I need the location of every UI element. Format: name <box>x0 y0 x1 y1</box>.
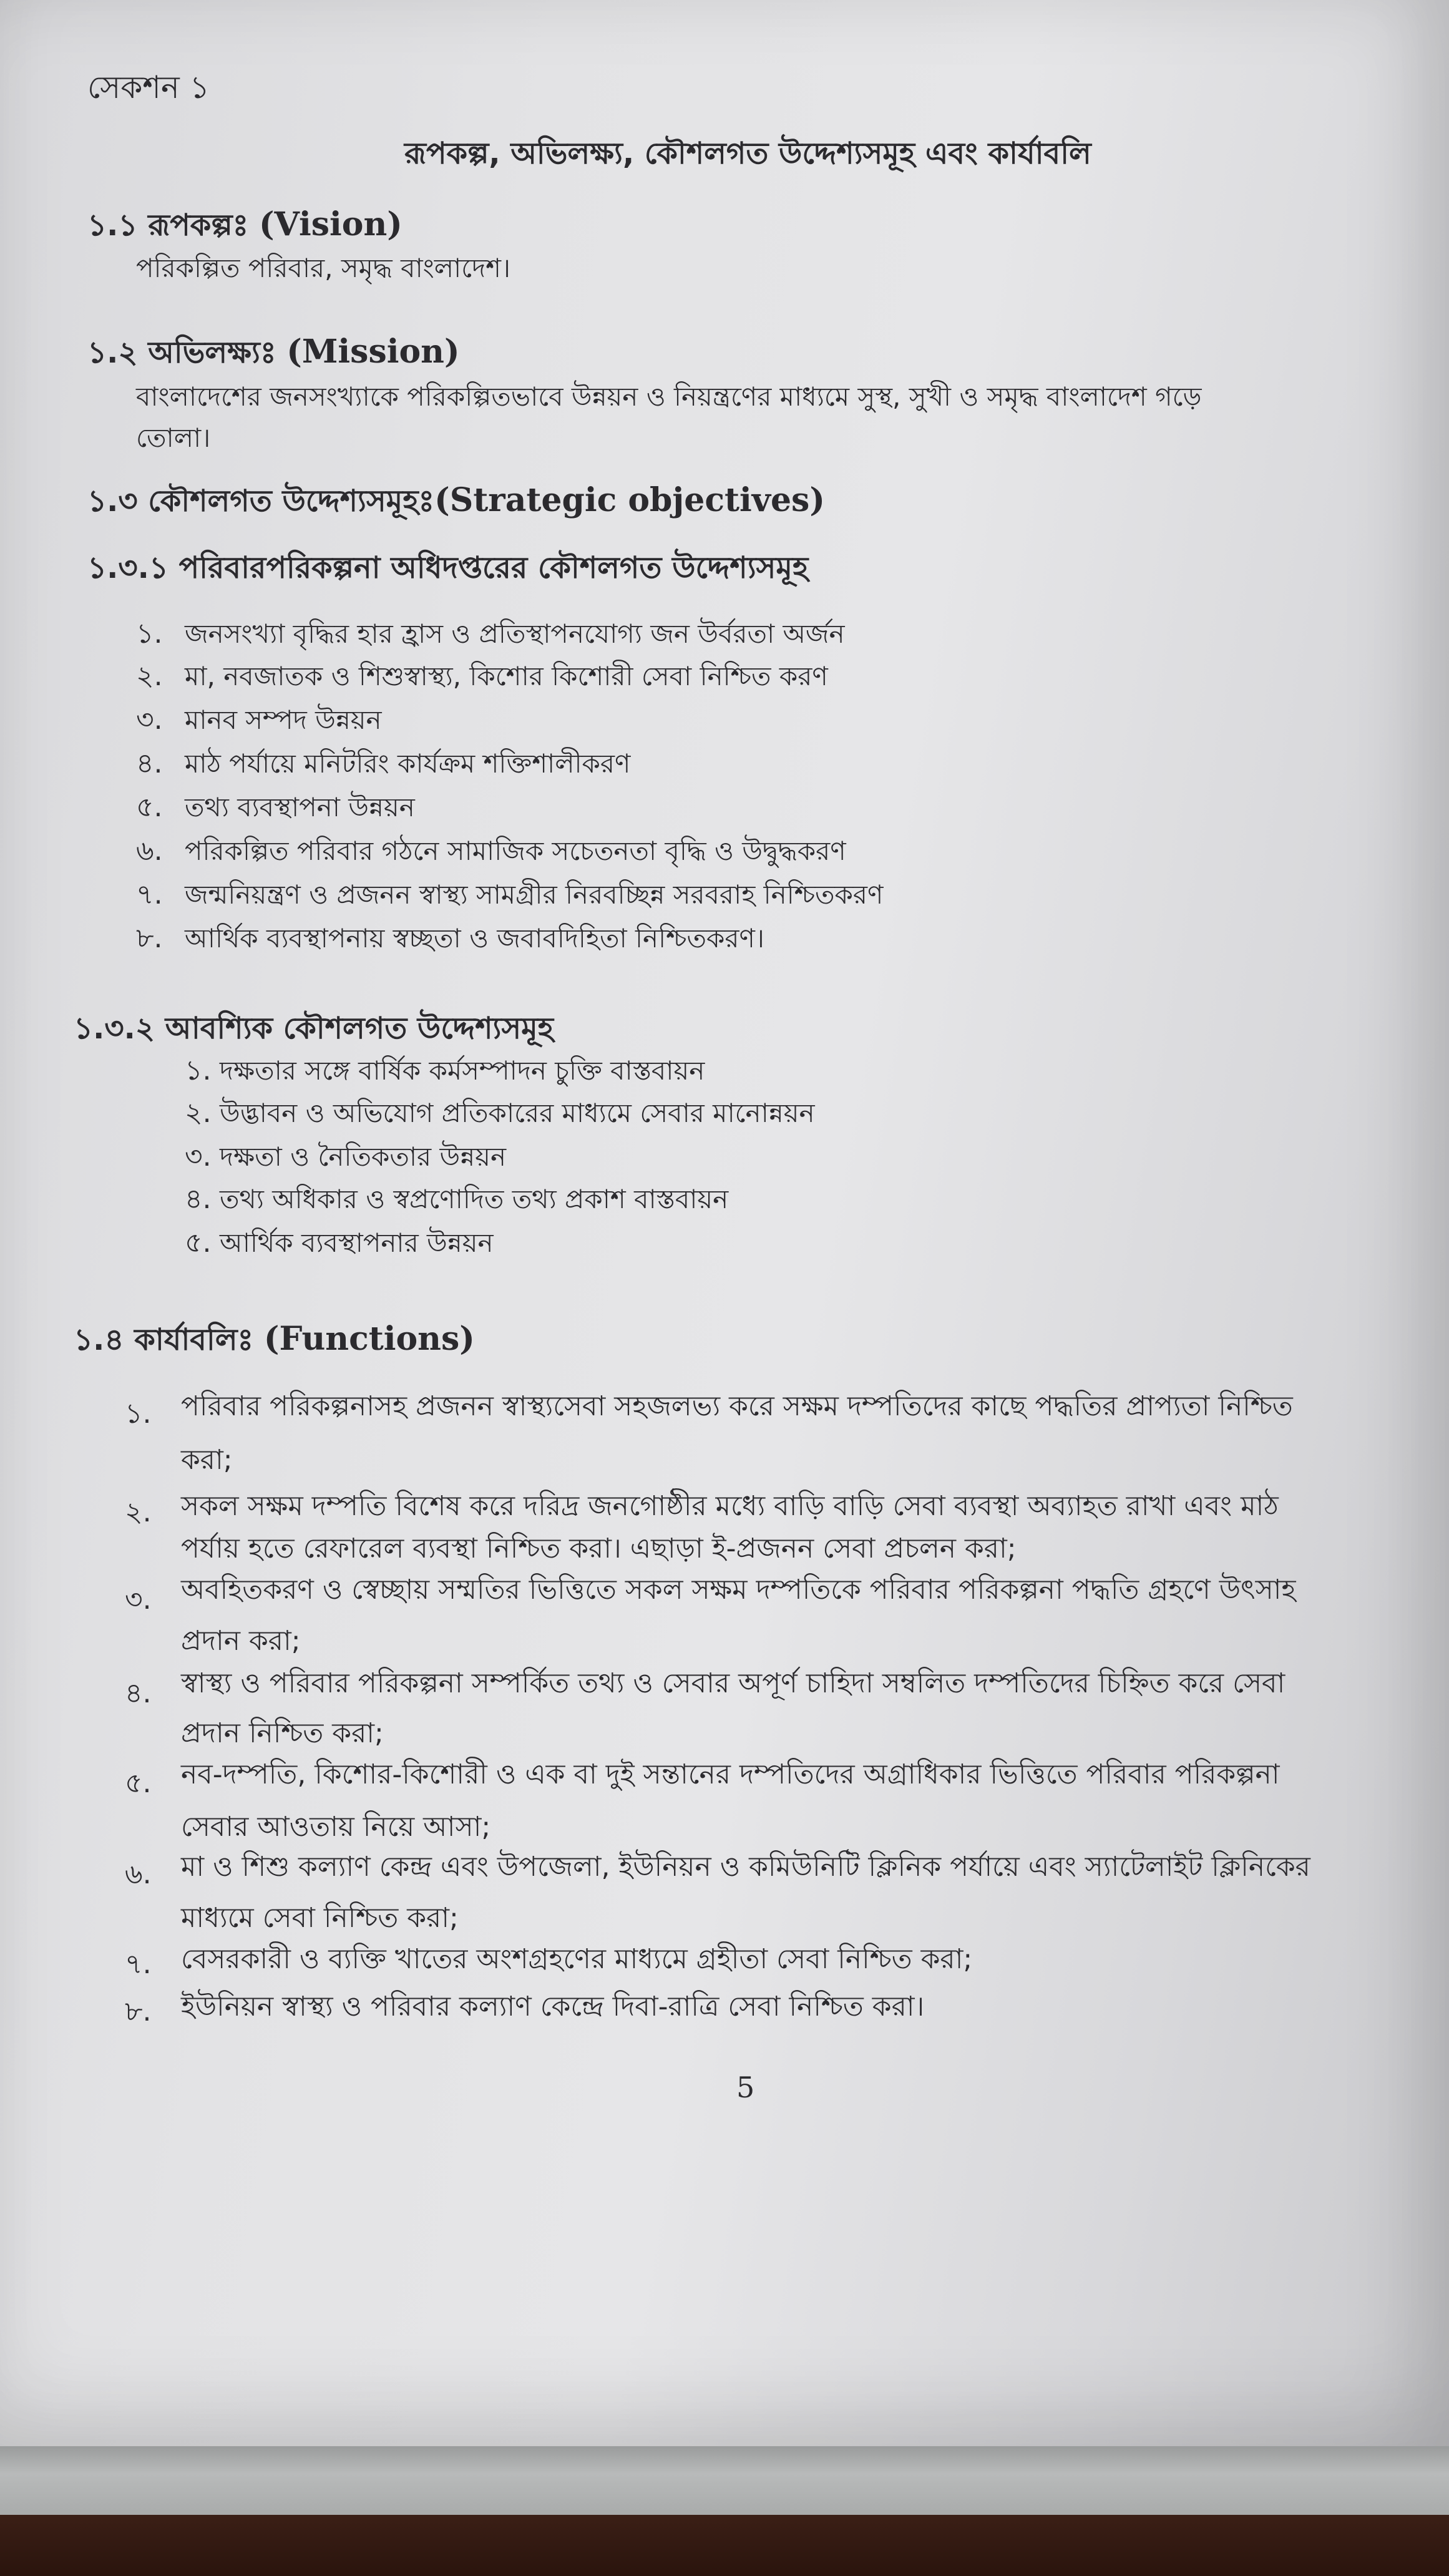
mission-heading <box>87 333 460 371</box>
page-number: 5 <box>736 2071 755 2104</box>
function-item-line2: করা; <box>181 1444 233 1476</box>
mandatory-objectives-heading: ১.৩.২ আবশ্যিক কৌশলগত উদ্দেশ্যসমূহ <box>74 1011 554 1046</box>
functions-heading-en: (Functions) <box>263 1320 475 1358</box>
list-item-number: ৩. <box>136 704 163 736</box>
list-item-number: ৭. <box>136 879 163 910</box>
list-item-text: উদ্ভাবন ও অভিযোগ প্রতিকারের মাধ্যমে সেবার মানোন্নয়ন <box>220 1098 815 1128</box>
function-item-line1: বেসরকারী ও ব্যক্তি খাতের অংশগ্রহণের মাধ্যমে গ্রহীতা সেবা নিশ্চিত করা; <box>181 1943 973 1975</box>
function-item-number: ৭. <box>125 1948 152 1980</box>
list-item-number: ৪. <box>136 748 163 779</box>
function-item-line2: সেবার আওতায় নিয়ে আসা; <box>181 1811 491 1843</box>
function-item-number: ৩. <box>125 1584 152 1616</box>
list-item-number: ৫. <box>185 1227 212 1259</box>
functions-heading-bn: ১.৪ কার্যাবলিঃ <box>74 1322 254 1357</box>
vision-heading-en: (Vision) <box>258 205 402 243</box>
vision-heading-bn: ১.১ রূপকল্পঃ <box>87 208 249 243</box>
function-item-number: ৫. <box>125 1767 152 1799</box>
function-item-line1: নব-দম্পতি, কিশোর-কিশোরী ও এক বা দুই সন্তানের দম্পতিদের অগ্রাধিকার ভিত্তিতে পরিবার পরিকল্পনা <box>181 1759 1280 1790</box>
function-item-number: ৬. <box>125 1858 152 1890</box>
list-item-number: ৩. <box>185 1141 212 1173</box>
function-item-line1: ইউনিয়ন স্বাস্থ্য ও পরিবার কল্যাণ কেন্দ্রে দিবা-রাত্রি সেবা নিশ্চিত করা। <box>181 1991 925 2022</box>
main-heading: রূপকল্প, অভিলক্ষ্য, কৌশলগত উদ্দেশ্যসমূহ এবং কার্যাবলি <box>404 136 1091 171</box>
list-item-number: ২. <box>185 1097 212 1129</box>
list-item-text: পরিকল্পিত পরিবার গঠনে সামাজিক সচেতনতা বৃদ্ধি ও উদ্বুদ্ধকরণ <box>185 836 846 866</box>
mission-heading-en: (Mission) <box>286 333 460 371</box>
list-item-number: ৪. <box>185 1183 212 1215</box>
list-item-text: দক্ষতার সঙ্গে বার্ষিক কর্মসম্পাদন চুক্তি বাস্তবায়ন <box>220 1055 705 1086</box>
list-item-text: দক্ষতা ও নৈতিকতার উন্নয়ন <box>220 1141 507 1172</box>
mission-text-line2: তোলা। <box>136 422 211 453</box>
functions-heading <box>74 1320 475 1359</box>
strategic-heading <box>87 482 825 520</box>
list-item-number: ১. <box>185 1055 212 1086</box>
list-item-number: ১. <box>136 618 163 650</box>
list-item-number: ৮. <box>136 922 163 954</box>
list-item-number: ৫. <box>136 791 163 823</box>
table-surface <box>0 2515 1449 2576</box>
list-item-number: ৬. <box>136 835 163 867</box>
vision-heading <box>87 206 402 244</box>
list-item-number: ২. <box>136 660 163 692</box>
function-item-line2: প্রদান করা; <box>181 1625 301 1657</box>
function-item-line2: প্রদান নিশ্চিত করা; <box>181 1717 384 1749</box>
function-item-number: ৮. <box>125 1996 152 2027</box>
list-item-text: তথ্য অধিকার ও স্বপ্রণোদিত তথ্য প্রকাশ বাস্তবায়ন <box>220 1184 729 1214</box>
function-item-line2: মাধ্যমে সেবা নিশ্চিত করা; <box>181 1902 459 1934</box>
list-item-text: মা, নবজাতক ও শিশুস্বাস্থ্য, কিশোর কিশোরী সেবা নিশ্চিত করণ <box>185 661 828 691</box>
list-item-text: মানব সম্পদ উন্নয়ন <box>185 705 382 735</box>
vision-text: পরিকল্পিত পরিবার, সমৃদ্ধ বাংলাদেশ। <box>136 253 511 283</box>
function-item-line1: পরিবার পরিকল্পনাসহ প্রজনন স্বাস্থ্যসেবা সহজলভ্য করে সক্ষম দম্পতিদের কাছে পদ্ধতির প্রাপ্যতা নিশ্চিত <box>181 1390 1293 1422</box>
list-item-text: জন্মনিয়ন্ত্রণ ও প্রজনন স্বাস্থ্য সামগ্রীর নিরবচ্ছিন্ন সরবরাহ নিশ্চিতকরণ <box>185 879 884 910</box>
function-item-line1: সকল সক্ষম দম্পতি বিশেষ করে দরিদ্র জনগোষ্ঠীর মধ্যে বাড়ি বাড়ি সেবা ব্যবস্থা অব্যাহত রাখা এবং মাঠ <box>181 1490 1279 1522</box>
list-item-text: জনসংখ্যা বৃদ্ধির হার হ্রাস ও প্রতিস্থাপনযোগ্য জন উর্বরতা অর্জন <box>185 618 845 649</box>
list-item-text: তথ্য ব্যবস্থাপনা উন্নয়ন <box>185 792 415 822</box>
list-item-text: আর্থিক ব্যবস্থাপনায় স্বচ্ছতা ও জবাবদিহিতা নিশ্চিতকরণ। <box>185 923 764 954</box>
under-page-edge <box>0 2446 1449 2515</box>
strategic-heading-bn: ১.৩ কৌশলগত উদ্দেশ্যসমূহঃ <box>87 484 435 519</box>
dgfp-objectives-heading: ১.৩.১ পরিবারপরিকল্পনা অধিদপ্তরের কৌশলগত উদ্দেশ্যসমূহ <box>87 550 809 585</box>
function-item-line1: স্বাস্থ্য ও পরিবার পরিকল্পনা সম্পর্কিত তথ্য ও সেবার অপূর্ণ চাহিদা সম্বলিত দম্পতিদের চিহ্নিত করে সেবা <box>181 1667 1286 1699</box>
mission-heading-bn: ১.২ অভিলক্ষ্যঃ <box>87 335 276 370</box>
section-label: সেকশন ১ <box>87 69 210 105</box>
function-item-line1: অবহিতকরণ ও স্বেচ্ছায় সম্মতির ভিত্তিতে সকল সক্ষম দম্পতিকে পরিবার পরিকল্পনা পদ্ধতি গ্রহণে উৎসাহ <box>181 1574 1296 1606</box>
function-item-number: ২. <box>125 1496 152 1528</box>
function-item-line1: মা ও শিশু কল্যাণ কেন্দ্র এবং উপজেলা, ইউনিয়ন ও কমিউনিটি ক্লিনিক পর্যায়ে এবং স্যাটেলাইট ক্লিনিকের <box>181 1851 1310 1883</box>
function-item-line2: পর্যায় হতে রেফারেল ব্যবস্থা নিশ্চিত করা। এছাড়া ই-প্রজনন সেবা প্রচলন করা; <box>181 1533 1017 1564</box>
list-item-text: মাঠ পর্যায়ে মনিটরিং কার্যক্রম শক্তিশালীকরণ <box>185 748 631 779</box>
strategic-heading-en: (Strategic objectives) <box>434 481 825 519</box>
function-item-number: ১. <box>125 1398 152 1430</box>
mission-text-line1: বাংলাদেশের জনসংখ্যাকে পরিকল্পিতভাবে উন্নয়ন ও নিয়ন্ত্রণের মাধ্যমে সুস্থ, সুখী ও সমৃদ্ধ বাংলাদেশ গড়ে <box>136 381 1202 412</box>
function-item-number: ৪. <box>125 1677 152 1709</box>
list-item-text: আর্থিক ব্যবস্থাপনার উন্নয়ন <box>220 1227 494 1258</box>
